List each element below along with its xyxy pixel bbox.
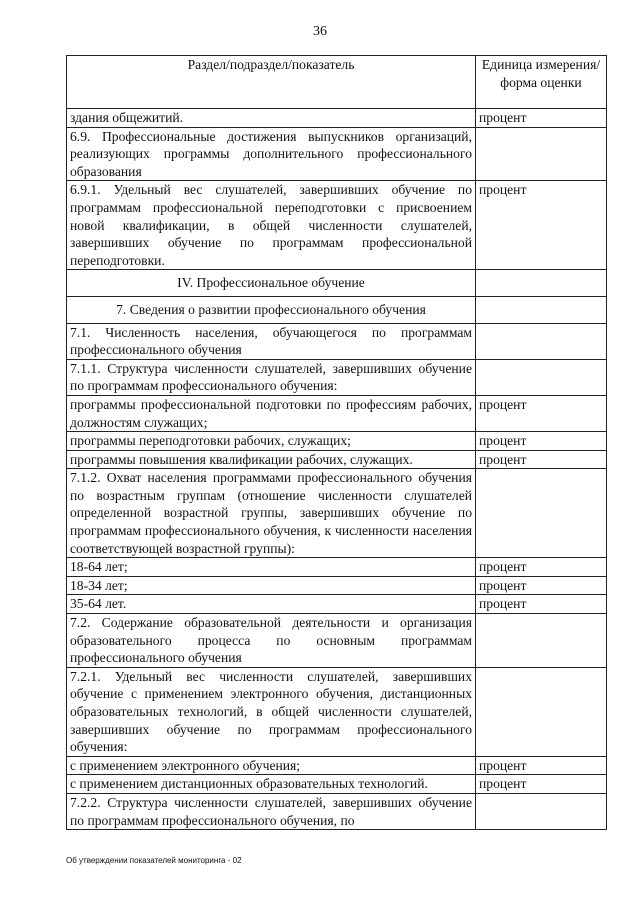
page-number: 36 [313, 24, 327, 39]
unit-cell: процент [476, 595, 607, 614]
unit-cell: процент [476, 181, 607, 270]
indicator-cell: 18-34 лет; [67, 576, 476, 595]
indicator-cell: 7.2. Содержание образовательной деятельности и организация образовательного процесса по основным программам профессионального обучения [67, 614, 476, 668]
unit-cell [476, 296, 607, 323]
header-unit: Единица измерения/ форма оценки [476, 56, 607, 109]
indicator-cell: программы переподготовки рабочих, служащих; [67, 432, 476, 451]
unit-cell [476, 359, 607, 395]
table-row [67, 756, 607, 775]
indicator-cell: 18-64 лет; [67, 558, 476, 577]
indicator-cell: 6.9.1. Удельный вес слушателей, завершивших обучение по программам профессиональной переподготовки с присвоением новой квалификации, в общей численности слушателей, завершивших обучение по программам профессиональной переподготовки. [67, 181, 476, 270]
unit-cell [476, 614, 607, 668]
indicator-cell: программы повышения квалификации рабочих, служащих. [67, 450, 476, 469]
table-row [67, 109, 607, 128]
footer-note: Об утверждении показателей мониторинга - 02 [66, 856, 242, 865]
unit-cell [476, 270, 607, 297]
table-row [67, 181, 607, 270]
indicator-cell: здания общежитий. [67, 109, 476, 128]
indicator-cell: программы профессиональной подготовки по профессиям рабочих, должностям служащих; [67, 395, 476, 431]
indicator-cell: 7.2.2. Структура численности слушателей, завершивших обучение по программам профессионального обучения, по [67, 793, 476, 829]
unit-cell: процент [476, 775, 607, 794]
unit-cell: процент [476, 395, 607, 431]
indicator-cell: 7.1.2. Охват населения программами профессионального обучения по возрастным группам (отношение численности слушателей определенной возрастной группы, завершивших обучение по программам профессионального обучения, к численности населения соответствующей возрастной группы): [67, 469, 476, 558]
table-row [67, 359, 607, 395]
table-row [67, 793, 607, 829]
unit-cell: процент [476, 576, 607, 595]
table-row [67, 775, 607, 794]
table-row [67, 595, 607, 614]
indicator-cell: IV. Профессиональное обучение [67, 270, 476, 297]
unit-cell: процент [476, 450, 607, 469]
indicator-cell: с применением электронного обучения; [67, 756, 476, 775]
table-row [67, 450, 607, 469]
unit-cell: процент [476, 756, 607, 775]
indicator-cell: с применением дистанционных образовательных технологий. [67, 775, 476, 794]
table-row [67, 270, 607, 297]
unit-cell: процент [476, 432, 607, 451]
table-row [67, 296, 607, 323]
unit-cell: процент [476, 109, 607, 128]
table-header-row [67, 56, 607, 109]
table-row [67, 432, 607, 451]
table-row [67, 667, 607, 756]
table-row [67, 395, 607, 431]
unit-cell [476, 793, 607, 829]
indicator-cell: 7.1.1. Структура численности слушателей, завершивших обучение по программам профессионального обучения: [67, 359, 476, 395]
table-row [67, 323, 607, 359]
table-row [67, 127, 607, 181]
unit-cell [476, 469, 607, 558]
indicator-cell: 6.9. Профессиональные достижения выпускников организаций, реализующих программы дополнительного профессионального образования [67, 127, 476, 181]
indicator-cell: 7.1. Численность населения, обучающегося по программам профессионального обучения [67, 323, 476, 359]
table-row [67, 469, 607, 558]
table-row [67, 558, 607, 577]
indicator-cell: 7.2.1. Удельный вес численности слушателей, завершивших обучение с применением электронного обучения, дистанционных образовательных технологий, в общей численности слушателей, завершивших обучение по программам профессионального обучения: [67, 667, 476, 756]
unit-cell [476, 323, 607, 359]
unit-cell [476, 127, 607, 181]
indicator-cell: 7. Сведения о развитии профессионального обучения [67, 296, 476, 323]
indicator-cell: 35-64 лет. [67, 595, 476, 614]
header-indicator: Раздел/подраздел/показатель [67, 56, 476, 109]
unit-cell [476, 667, 607, 756]
indicators-table [66, 55, 607, 830]
unit-cell: процент [476, 558, 607, 577]
table-row [67, 614, 607, 668]
table-row [67, 576, 607, 595]
